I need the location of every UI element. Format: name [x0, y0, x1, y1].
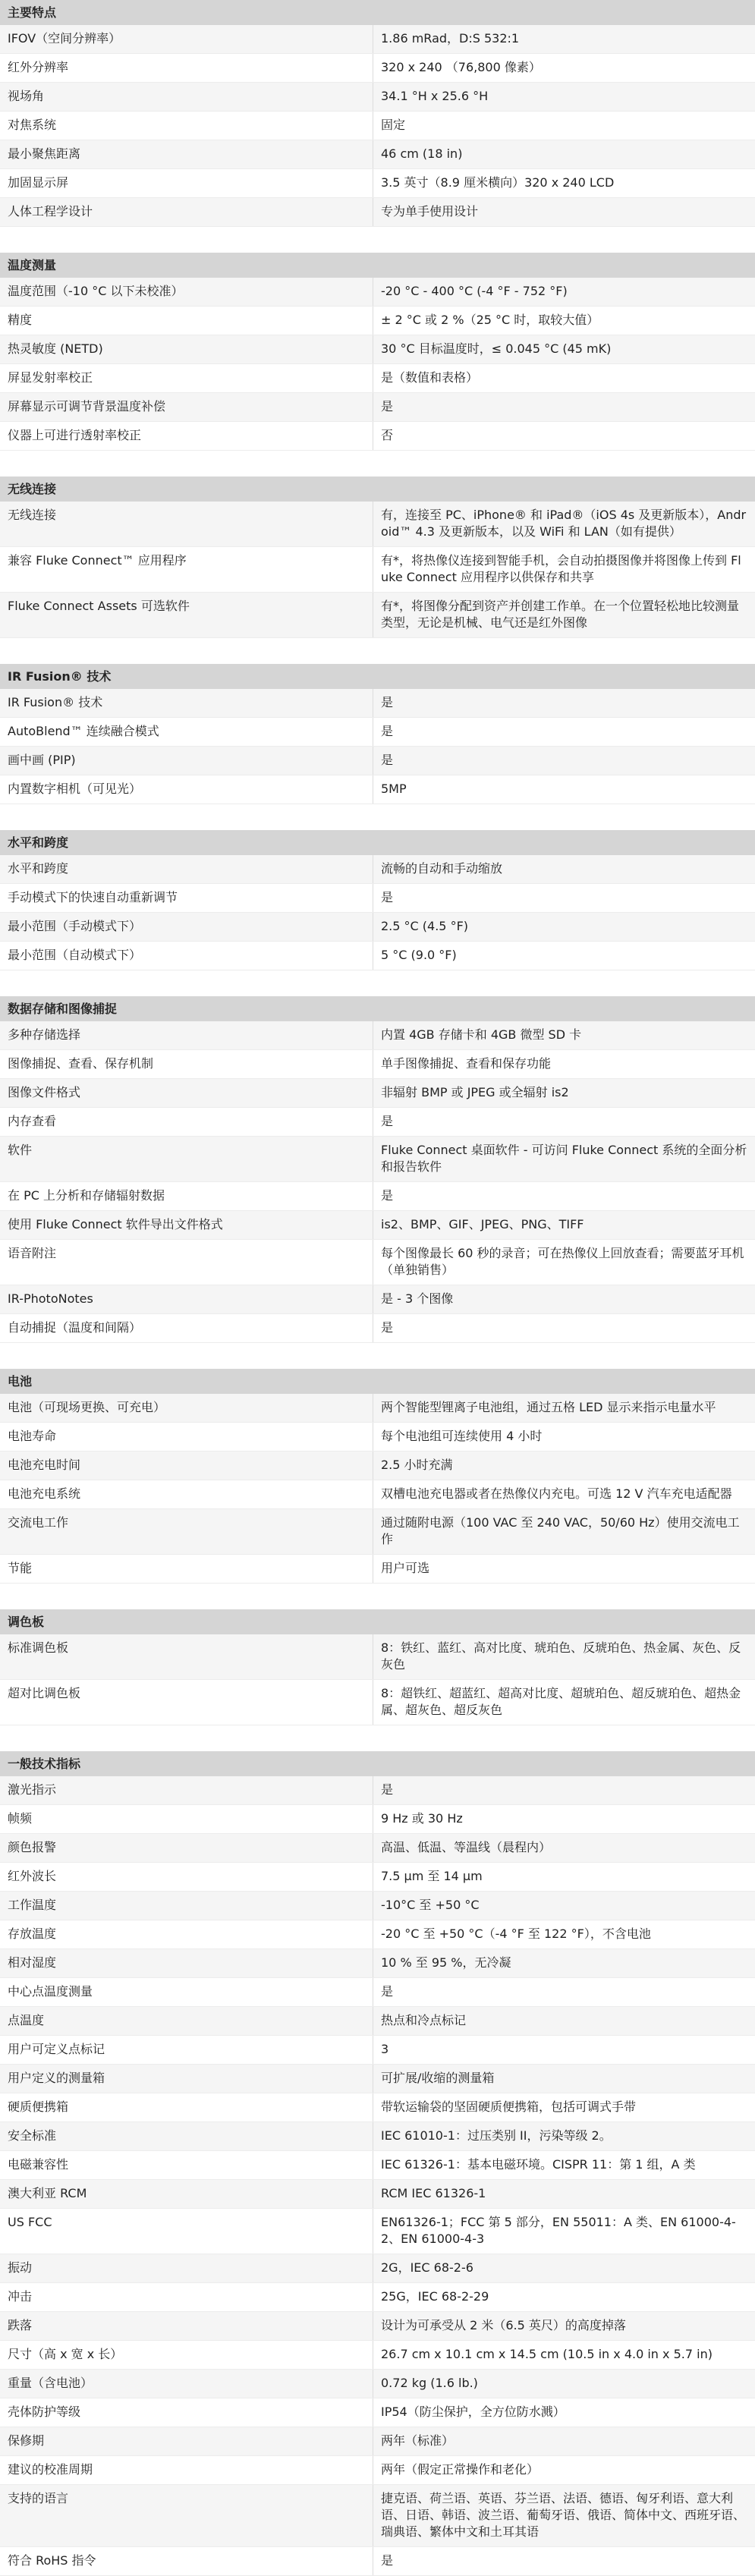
- section-title: 水平和跨度: [0, 830, 755, 855]
- table-row: [0, 1182, 755, 1211]
- spec-label: 振动: [0, 2254, 373, 2282]
- spec-value: -10°C 至 +50 °C: [381, 1898, 480, 1912]
- section-title: 温度测量: [0, 253, 755, 278]
- spec-value: 2G，IEC 68-2-6: [381, 2260, 473, 2275]
- spec-label: 符合 RoHS 指令: [0, 2547, 373, 2575]
- spec-label: 热灵敏度 (NETD): [0, 335, 373, 363]
- section-title: 无线连接: [0, 477, 755, 502]
- table-row: [0, 2122, 755, 2151]
- spec-label: 冲击: [0, 2283, 373, 2311]
- spec-label: 跌落: [0, 2312, 373, 2340]
- spec-value: 内置 4GB 存储卡和 4GB 微型 SD 卡: [381, 1027, 582, 1042]
- spec-label: IR Fusion® 技术: [0, 689, 373, 717]
- spec-value: 有*，将图像分配到资产并创建工作单。在一个位置轻松地比较测量类型，无论是机械、电气还是红外图像: [381, 599, 740, 630]
- table-row: [0, 1079, 755, 1108]
- spec-value: IEC 61326-1：基本电磁环境。CISPR 11：第 1 组，A 类: [381, 2157, 696, 2172]
- spec-value: 单手图像捕捉、查看和保存功能: [381, 1056, 552, 1071]
- spec-value: 是: [381, 753, 394, 767]
- spec-value: 高温、低温、等温线（晨程内）: [381, 1840, 552, 1854]
- table-row: [0, 1892, 755, 1920]
- table-row: [0, 1480, 755, 1509]
- spec-value: 是 - 3 个图像: [381, 1291, 454, 1306]
- spec-value: 热点和冷点标记: [381, 2013, 467, 2027]
- spec-label: IR-PhotoNotes: [0, 1285, 373, 1313]
- spec-value: ± 2 °C 或 2 %（25 °C 时，取较大值）: [381, 313, 599, 327]
- table-row: [0, 747, 755, 775]
- spec-label: 保修期: [0, 2427, 373, 2455]
- spec-value: 专为单手使用设计: [381, 204, 479, 219]
- spec-label: 兼容 Fluke Connect™ 应用程序: [0, 547, 373, 592]
- spec-label: 人体工程学设计: [0, 198, 373, 226]
- spec-label: 画中画 (PIP): [0, 747, 373, 775]
- spec-label: 水平和跨度: [0, 855, 373, 883]
- table-row: [0, 547, 755, 593]
- spec-value: 3.5 英寸（8.9 厘米横向）320 x 240 LCD: [381, 175, 615, 190]
- spec-label: 自动捕捉（温度和间隔）: [0, 1314, 373, 1342]
- section-spacer: [0, 451, 755, 477]
- spec-label: 多种存储选择: [0, 1021, 373, 1049]
- table-row: [0, 1834, 755, 1863]
- table-row: [0, 1108, 755, 1137]
- spec-label: 视场角: [0, 83, 373, 111]
- spec-value: 非辐射 BMP 或 JPEG 或全辐射 is2: [381, 1085, 569, 1099]
- spec-value: 是: [381, 1984, 394, 1999]
- spec-label: 电池充电系统: [0, 1480, 373, 1508]
- table-row: [0, 689, 755, 718]
- spec-value: 有，连接至 PC、iPhone® 和 iPad®（iOS 4s 及更新版本），Android™ 4.3 及更新版本，以及 WiFi 和 LAN（如有提供）: [381, 508, 747, 539]
- spec-value: is2、BMP、GIF、JPEG、PNG、TIFF: [381, 1217, 584, 1231]
- spec-label: 安全标准: [0, 2122, 373, 2150]
- table-row: [0, 2209, 755, 2254]
- spec-label: 电磁兼容性: [0, 2151, 373, 2179]
- spec-value: 0.72 kg (1.6 lb.): [381, 2376, 478, 2390]
- table-row: [0, 942, 755, 970]
- spec-value: 10 % 至 95 %，无冷凝: [381, 1955, 511, 1970]
- spec-value: 可扩展/收缩的测量箱: [381, 2071, 495, 2085]
- spec-value: 是: [381, 1188, 394, 1203]
- table-row: [0, 775, 755, 804]
- spec-value: 两个智能型锂离子电池组，通过五格 LED 显示来指示电量水平: [381, 1400, 716, 1414]
- spec-label: 最小范围（手动模式下）: [0, 913, 373, 941]
- spec-value: 8：超铁红、超蓝红、超高对比度、超琥珀色、超反琥珀色、超热金属、超灰色、超反灰色: [381, 1686, 741, 1717]
- table-row: [0, 2065, 755, 2093]
- table-row: [0, 2036, 755, 2065]
- section-spacer: [0, 1343, 755, 1369]
- spec-label: 节能: [0, 1555, 373, 1583]
- spec-value: 双槽电池充电器或者在热像仪内充电。可选 12 V 汽车充电适配器: [381, 1486, 732, 1501]
- spec-label: 标准调色板: [0, 1634, 373, 1679]
- table-row: [0, 855, 755, 884]
- table-row: [0, 335, 755, 364]
- spec-label: 使用 Fluke Connect 软件导出文件格式: [0, 1211, 373, 1239]
- spec-label: 硬质便携箱: [0, 2093, 373, 2122]
- section-title: 调色板: [0, 1609, 755, 1634]
- spec-label: 电池充电时间: [0, 1452, 373, 1480]
- spec-value: 捷克语、荷兰语、英语、芬兰语、法语、德语、匈牙利语、意大利语、日语、韩语、波兰语、葡萄牙语、俄语、简体中文、西班牙语、瑞典语、繁体中文和土耳其语: [381, 2491, 746, 2539]
- spec-label: 澳大利亚 RCM: [0, 2180, 373, 2208]
- table-row: [0, 913, 755, 942]
- table-row: [0, 1863, 755, 1892]
- spec-value: 两年（标准）: [381, 2433, 455, 2448]
- table-row: [0, 2485, 755, 2547]
- spec-label: 用户定义的测量箱: [0, 2065, 373, 2093]
- spec-value: RCM IEC 61326-1: [381, 2186, 486, 2200]
- spec-label: 重量（含电池）: [0, 2370, 373, 2398]
- spec-label: 对焦系统: [0, 112, 373, 140]
- table-row: [0, 198, 755, 227]
- spec-label: AutoBlend™ 连续融合模式: [0, 718, 373, 746]
- table-row: [0, 1920, 755, 1949]
- spec-label: 屏显发射率校正: [0, 364, 373, 392]
- table-row: [0, 2283, 755, 2312]
- spec-value: 8：铁红、蓝红、高对比度、琥珀色、反琥珀色、热金属、灰色、反灰色: [381, 1640, 741, 1672]
- spec-value: 是: [381, 890, 394, 904]
- spec-value: EN61326-1；FCC 第 5 部分，EN 55011：A 类、EN 61000-4-2、EN 61000-4-3: [381, 2215, 736, 2246]
- spec-value: 26.7 cm x 10.1 cm x 14.5 cm (10.5 in x 4.0 in x 5.7 in): [381, 2347, 713, 2361]
- table-row: [0, 718, 755, 747]
- spec-label: 图像文件格式: [0, 1079, 373, 1107]
- spec-section: [0, 1369, 755, 1584]
- table-row: [0, 1776, 755, 1805]
- table-row: [0, 140, 755, 169]
- table-row: [0, 278, 755, 307]
- table-row: [0, 1050, 755, 1079]
- table-row: [0, 2341, 755, 2370]
- spec-label: 最小聚焦距离: [0, 140, 373, 168]
- spec-value: 2.5 °C (4.5 °F): [381, 919, 469, 933]
- spec-value: 是: [381, 1114, 394, 1128]
- spec-section: [0, 664, 755, 804]
- spec-value: 320 x 240 （76,800 像素）: [381, 60, 541, 74]
- table-row: [0, 884, 755, 913]
- spec-value: 25G，IEC 68-2-29: [381, 2289, 489, 2304]
- table-row: [0, 2007, 755, 2036]
- spec-section: [0, 1751, 755, 2576]
- table-row: [0, 54, 755, 83]
- spec-label: IFOV（空间分辨率）: [0, 25, 373, 53]
- spec-value: 9 Hz 或 30 Hz: [381, 1811, 463, 1826]
- table-row: [0, 1394, 755, 1423]
- spec-label: 在 PC 上分析和存储辐射数据: [0, 1182, 373, 1210]
- spec-value: 46 cm (18 in): [381, 146, 463, 161]
- table-row: [0, 1555, 755, 1584]
- spec-value: 两年（假定正常操作和老化）: [381, 2462, 540, 2477]
- spec-label: 内存查看: [0, 1108, 373, 1136]
- spec-value: 是: [381, 2553, 394, 2568]
- section-spacer: [0, 1725, 755, 1751]
- spec-label: Fluke Connect Assets 可选软件: [0, 593, 373, 637]
- table-row: [0, 593, 755, 638]
- spec-value: 带软运输袋的坚固硬质便携箱，包括可调式手带: [381, 2099, 637, 2114]
- table-row: [0, 1285, 755, 1314]
- section-spacer: [0, 804, 755, 830]
- table-row: [0, 2180, 755, 2209]
- table-row: [0, 25, 755, 54]
- spec-label: 温度范围（-10 °C 以下未校准）: [0, 278, 373, 306]
- spec-value: 2.5 小时充满: [381, 1458, 453, 1472]
- table-row: [0, 2370, 755, 2398]
- spec-label: 超对比调色板: [0, 1680, 373, 1725]
- table-row: [0, 2456, 755, 2485]
- spec-value: 是（数值和表格）: [381, 370, 479, 385]
- spec-value: 3: [381, 2042, 389, 2056]
- spec-value: 5 °C (9.0 °F): [381, 948, 457, 962]
- section-spacer: [0, 1584, 755, 1609]
- table-row: [0, 1240, 755, 1285]
- spec-label: 建议的校准周期: [0, 2456, 373, 2484]
- table-row: [0, 422, 755, 451]
- section-spacer: [0, 227, 755, 253]
- table-row: [0, 1423, 755, 1452]
- spec-label: 交流电工作: [0, 1509, 373, 1554]
- spec-label: 精度: [0, 307, 373, 335]
- spec-label: 用户可定义点标记: [0, 2036, 373, 2064]
- spec-label: 电池（可现场更换、可充电）: [0, 1394, 373, 1422]
- spec-value: 是: [381, 1320, 394, 1335]
- spec-label: 支持的语言: [0, 2485, 373, 2546]
- spec-label: 内置数字相机（可见光）: [0, 775, 373, 804]
- spec-label: US FCC: [0, 2209, 373, 2254]
- table-row: [0, 2093, 755, 2122]
- spec-value: 流畅的自动和手动缩放: [381, 861, 503, 876]
- spec-value: 1.86 mRad，D:S 532:1: [381, 31, 520, 46]
- spec-value: -20 °C 至 +50 °C（-4 °F 至 122 °F），不含电池: [381, 1926, 651, 1941]
- table-row: [0, 2254, 755, 2283]
- spec-label: 壳体防护等级: [0, 2398, 373, 2427]
- section-title: 电池: [0, 1369, 755, 1394]
- spec-section: [0, 996, 755, 1343]
- section-title: 一般技术指标: [0, 1751, 755, 1776]
- section-title: IR Fusion® 技术: [0, 664, 755, 689]
- spec-label: 红外分辨率: [0, 54, 373, 82]
- spec-label: 点温度: [0, 2007, 373, 2035]
- spec-value: 是: [381, 1782, 394, 1797]
- spec-label: 相对湿度: [0, 1949, 373, 1977]
- table-row: [0, 1509, 755, 1555]
- section-title: 主要特点: [0, 0, 755, 25]
- table-row: [0, 2427, 755, 2456]
- table-row: [0, 1211, 755, 1240]
- spec-label: 无线连接: [0, 502, 373, 546]
- spec-label: 激光指示: [0, 1776, 373, 1804]
- spec-label: 帧频: [0, 1805, 373, 1833]
- spec-section: [0, 0, 755, 227]
- spec-value: 34.1 °H x 25.6 °H: [381, 89, 489, 103]
- table-row: [0, 83, 755, 112]
- table-row: [0, 393, 755, 422]
- spec-label: 尺寸（高 x 宽 x 长）: [0, 2341, 373, 2369]
- spec-value: 否: [381, 428, 394, 442]
- table-row: [0, 1805, 755, 1834]
- table-row: [0, 307, 755, 335]
- spec-value: 是: [381, 724, 394, 738]
- spec-value: 是: [381, 399, 394, 414]
- spec-section: [0, 830, 755, 970]
- spec-value: 5MP: [381, 782, 407, 796]
- spec-value: 固定: [381, 118, 406, 132]
- spec-label: 中心点温度测量: [0, 1978, 373, 2006]
- spec-value: -20 °C - 400 °C (-4 °F - 752 °F): [381, 284, 568, 298]
- spec-value: IP54（防尘保护，全方位防水溅）: [381, 2405, 565, 2419]
- spec-value: IEC 61010-1：过压类别 II，污染等级 2。: [381, 2128, 612, 2143]
- table-row: [0, 169, 755, 198]
- spec-section: [0, 477, 755, 638]
- table-row: [0, 1021, 755, 1050]
- section-spacer: [0, 970, 755, 996]
- spec-label: 颜色报警: [0, 1834, 373, 1862]
- spec-label: 屏幕显示可调节背景温度补偿: [0, 393, 373, 421]
- table-row: [0, 2547, 755, 2576]
- spec-label: 语音附注: [0, 1240, 373, 1285]
- spec-value: 设计为可承受从 2 米（6.5 英尺）的高度掉落: [381, 2318, 626, 2332]
- spec-value: 30 °C 目标温度时，≤ 0.045 °C (45 mK): [381, 341, 612, 356]
- spec-label: 红外波长: [0, 1863, 373, 1891]
- spec-section: [0, 1609, 755, 1725]
- spec-value: 通过随附电源（100 VAC 至 240 VAC，50/60 Hz）使用交流电工作: [381, 1515, 740, 1546]
- table-row: [0, 2312, 755, 2341]
- spec-value: 每个图像最长 60 秒的录音；可在热像仪上回放查看；需要蓝牙耳机（单独销售）: [381, 1246, 744, 1277]
- spec-section: [0, 253, 755, 451]
- table-row: [0, 1978, 755, 2007]
- spec-value: 每个电池组可连续使用 4 小时: [381, 1429, 543, 1443]
- spec-value: 用户可选: [381, 1561, 430, 1575]
- table-row: [0, 2398, 755, 2427]
- spec-label: 手动模式下的快速自动重新调节: [0, 884, 373, 912]
- table-row: [0, 1137, 755, 1182]
- spec-label: 存放温度: [0, 1920, 373, 1949]
- spec-label: 最小范围（自动模式下）: [0, 942, 373, 970]
- table-row: [0, 364, 755, 393]
- table-row: [0, 112, 755, 140]
- spec-label: 加固显示屏: [0, 169, 373, 197]
- spec-label: 电池寿命: [0, 1423, 373, 1451]
- table-row: [0, 2151, 755, 2180]
- section-title: 数据存储和图像捕捉: [0, 996, 755, 1021]
- spec-label: 软件: [0, 1137, 373, 1181]
- table-row: [0, 1452, 755, 1480]
- spec-value: 7.5 μm 至 14 μm: [381, 1869, 483, 1883]
- table-row: [0, 1680, 755, 1725]
- section-spacer: [0, 638, 755, 664]
- spec-value: 有*，将热像仪连接到智能手机，会自动拍摄图像并将图像上传到 Fluke Connect 应用程序以供保存和共享: [381, 553, 741, 584]
- table-row: [0, 1314, 755, 1343]
- spec-label: 仪器上可进行透射率校正: [0, 422, 373, 450]
- table-row: [0, 1634, 755, 1680]
- spec-value: 是: [381, 695, 394, 709]
- spec-label: 图像捕捉、查看、保存机制: [0, 1050, 373, 1078]
- spec-label: 工作温度: [0, 1892, 373, 1920]
- table-row: [0, 1949, 755, 1978]
- spec-value: Fluke Connect 桌面软件 - 可访问 Fluke Connect 系统的全面分析和报告软件: [381, 1143, 747, 1174]
- table-row: [0, 502, 755, 547]
